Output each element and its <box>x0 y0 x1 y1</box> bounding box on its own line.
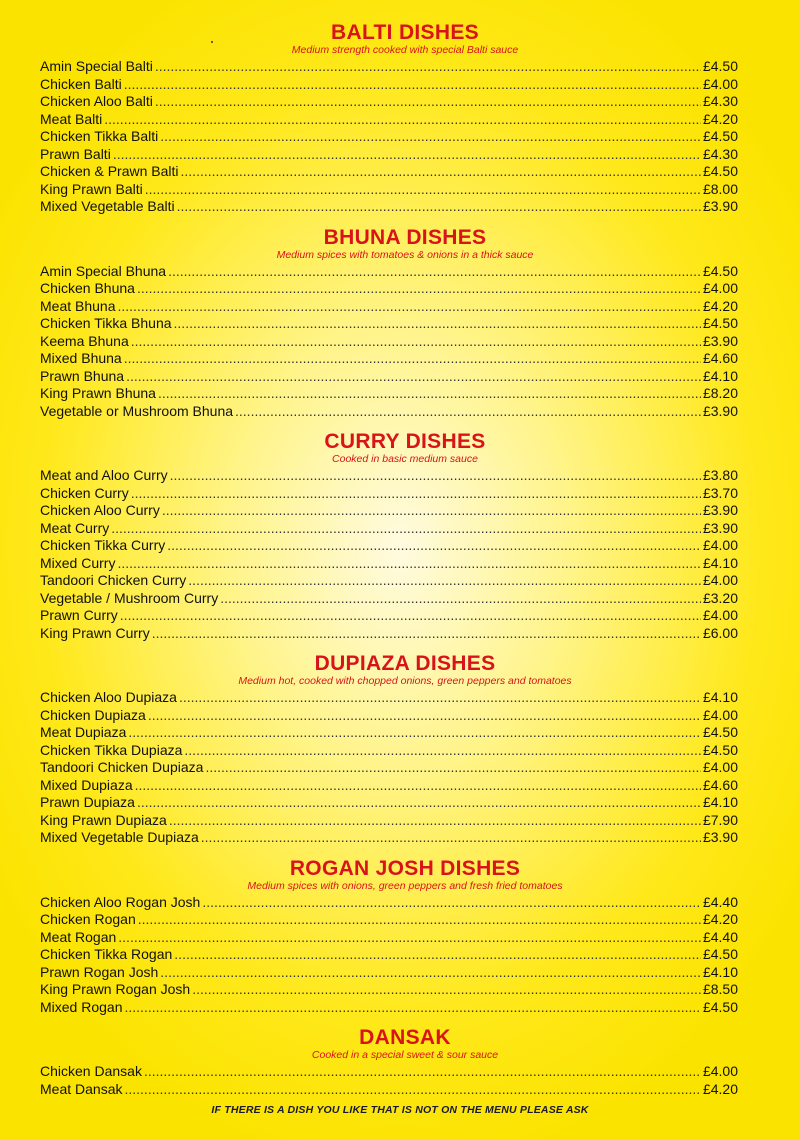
dot-leader <box>168 263 701 281</box>
menu-item <box>40 929 738 947</box>
dot-leader <box>117 555 700 573</box>
menu-item-price: £4.00 <box>702 75 738 92</box>
menu-item <box>40 724 738 742</box>
menu-item-name: Chicken Tikka Balti <box>40 128 159 144</box>
menu-item <box>40 742 738 760</box>
menu-item-price: £4.10 <box>702 689 738 705</box>
menu-item-name: Prawn Curry <box>40 607 118 623</box>
menu-item-name: Keema Bhuna <box>40 332 129 349</box>
menu-item-price: £3.90 <box>702 332 738 349</box>
dot-leader <box>144 1063 701 1081</box>
menu-item-name: Meat Rogan <box>40 928 117 945</box>
menu-item <box>40 58 738 76</box>
menu-item-name: Chicken Balti <box>40 75 122 92</box>
menu-item-price: £4.50 <box>702 315 738 331</box>
menu-item-name: Amin Special Balti <box>40 58 153 74</box>
menu-item <box>40 280 738 298</box>
menu-section-rogan-josh-dishes <box>0 858 800 1017</box>
menu-item <box>40 1081 738 1099</box>
menu-item <box>40 981 738 999</box>
menu-item <box>40 829 738 847</box>
menu-item-price: £8.00 <box>702 180 738 197</box>
dot-leader <box>145 181 701 199</box>
section-items <box>0 1063 800 1098</box>
menu-item-price: £4.60 <box>702 776 738 793</box>
section-items <box>0 894 800 1017</box>
dot-leader <box>174 946 701 964</box>
menu-item <box>40 146 738 164</box>
menu-item <box>40 368 738 386</box>
section-items <box>0 58 800 216</box>
menu-item-name: Vegetable or Mushroom Bhuna <box>40 402 234 419</box>
menu-item <box>40 263 738 281</box>
menu-item-name: Amin Special Bhuna <box>40 262 167 279</box>
menu-item-price: £4.50 <box>702 998 738 1015</box>
menu-item <box>40 625 738 643</box>
dot-leader <box>131 485 701 503</box>
dot-leader <box>118 298 701 316</box>
section-subtitle: Cooked in basic medium sauce <box>332 453 478 465</box>
dot-leader <box>201 829 701 847</box>
dot-leader <box>131 333 701 351</box>
dot-leader <box>128 724 701 742</box>
dot-leader <box>124 350 701 368</box>
menu-item <box>40 537 738 555</box>
dot-leader <box>111 520 701 538</box>
section-title: BALTI DISHES <box>331 21 479 44</box>
dot-leader <box>124 1081 700 1099</box>
dot-leader <box>155 93 701 111</box>
menu-item-name: Vegetable / Mushroom Curry <box>40 589 219 606</box>
dot-leader <box>174 315 701 333</box>
section-subtitle: Cooked in a special sweet & sour sauce <box>311 1049 499 1061</box>
menu-item-name: Meat Dupiaza <box>40 724 127 740</box>
menu-item <box>40 707 738 725</box>
section-title: CURRY DISHES <box>324 430 486 453</box>
section-title: DUPIAZA DISHES <box>314 652 496 675</box>
menu-section-dupiaza-dishes <box>0 653 800 847</box>
menu-item <box>40 946 738 964</box>
menu-item-name: King Prawn Rogan Josh <box>40 981 191 997</box>
dot-leader <box>124 76 701 94</box>
section-items <box>0 689 800 847</box>
menu-item-price: £4.50 <box>702 741 738 758</box>
menu-item-name: King Prawn Balti <box>40 180 143 197</box>
menu-item-price: £4.50 <box>702 262 738 279</box>
menu-item <box>40 502 738 520</box>
menu-item-name: Chicken Tikka Rogan <box>40 946 173 962</box>
menu-item-name: Chicken Curry <box>40 484 129 501</box>
menu-item-name: King Prawn Bhuna <box>40 385 156 401</box>
dot-leader <box>113 146 701 164</box>
menu-item-price: £3.90 <box>702 502 738 518</box>
menu-section-bhuna-dishes <box>0 227 800 421</box>
section-title: ROGAN JOSH DISHES <box>289 856 521 880</box>
menu-item <box>40 590 738 608</box>
dot-leader <box>235 403 701 421</box>
menu-item <box>40 485 738 503</box>
dot-leader <box>170 467 701 485</box>
menu-item-name: Mixed Vegetable Balti <box>40 198 175 214</box>
menu-item <box>40 520 738 538</box>
menu-item-price: £3.90 <box>702 198 738 214</box>
menu-item <box>40 315 738 333</box>
menu-item-price: £4.20 <box>702 911 738 927</box>
dot-leader <box>179 689 701 707</box>
menu-item-price: £3.90 <box>702 829 738 845</box>
menu-section-dansak <box>0 1027 800 1098</box>
section-subtitle: Medium hot, cooked with chopped onions, green peppers and tomatoes <box>238 675 572 687</box>
menu-item-price: £4.60 <box>702 350 738 366</box>
menu-item-price: £4.20 <box>702 1080 738 1097</box>
menu-item-price: £4.30 <box>702 93 738 109</box>
dot-leader <box>169 812 701 830</box>
menu-section-balti-dishes <box>0 22 800 216</box>
dot-leader <box>135 777 701 795</box>
dot-leader <box>152 625 701 643</box>
menu-item <box>40 76 738 94</box>
menu-item-name: Mixed Vegetable Dupiaza <box>40 829 199 845</box>
menu-item-price: £3.90 <box>702 402 738 419</box>
menu-item-price: £4.50 <box>702 163 738 179</box>
menu-item <box>40 467 738 485</box>
menu-item-price: £4.10 <box>702 554 738 571</box>
menu-item-name: Chicken Dupiaza <box>40 706 146 723</box>
menu-item-price: £4.10 <box>702 963 738 980</box>
dot-leader <box>162 502 701 520</box>
menu-item <box>40 911 738 929</box>
menu-item-price: £3.20 <box>702 589 738 606</box>
menu-item <box>40 555 738 573</box>
menu-item-name: Chicken Tikka Curry <box>40 537 166 553</box>
footer-note: IF THERE IS A DISH YOU LIKE THAT IS NOT ON THE MENU PLEASE ASK <box>211 1104 589 1116</box>
menu-item-name: Chicken Bhuna <box>40 280 135 296</box>
menu-item-name: Chicken Rogan <box>40 911 136 927</box>
menu-item <box>40 403 738 421</box>
menu-item-price: £3.90 <box>702 519 738 536</box>
dot-leader <box>205 759 701 777</box>
menu-item-name: King Prawn Dupiaza <box>40 811 167 828</box>
section-items <box>0 263 800 421</box>
menu-item-name: Chicken Aloo Rogan Josh <box>40 893 201 910</box>
menu-item-name: Mixed Dupiaza <box>40 776 133 793</box>
dot-leader <box>155 58 701 76</box>
menu-item-name: Tandoori Chicken Dupiaza <box>40 759 204 775</box>
menu-item-name: Mixed Rogan <box>40 998 123 1015</box>
menu-item-price: £4.50 <box>702 946 738 962</box>
menu-item-price: £4.50 <box>702 58 738 74</box>
menu-item <box>40 812 738 830</box>
menu-item-name: Prawn Bhuna <box>40 367 125 384</box>
menu-item-price: £4.40 <box>702 893 738 910</box>
menu-item <box>40 572 738 590</box>
menu-item <box>40 689 738 707</box>
menu-item <box>40 607 738 625</box>
menu-item-price: £3.80 <box>702 467 738 483</box>
menu-item <box>40 93 738 111</box>
menu-item <box>40 181 738 199</box>
dot-leader <box>160 964 701 982</box>
dot-leader <box>192 981 701 999</box>
menu-item-price: £4.20 <box>702 110 738 127</box>
menu-item-price: £7.90 <box>702 811 738 828</box>
menu-item <box>40 111 738 129</box>
dot-leader <box>177 198 701 216</box>
menu-item-name: Chicken Aloo Balti <box>40 93 153 109</box>
menu-item-name: Meat Curry <box>40 519 110 536</box>
dot-leader <box>181 163 701 181</box>
menu-item-name: Chicken Aloo Curry <box>40 502 160 518</box>
dot-leader <box>138 911 701 929</box>
menu-item-price: £4.00 <box>702 706 738 723</box>
section-items <box>0 467 800 642</box>
section-subtitle: Medium spices with tomatoes & onions in a thick sauce <box>276 248 534 261</box>
menu-item-price: £8.20 <box>702 385 738 401</box>
dot-leader <box>188 572 701 590</box>
menu-item-name: Tandoori Chicken Curry <box>40 572 187 588</box>
menu-item-price: £4.50 <box>702 724 738 740</box>
dot-leader <box>126 368 701 386</box>
dot-leader <box>160 128 701 146</box>
menu-item-price: £4.00 <box>702 537 738 553</box>
menu-item-name: Meat Bhuna <box>40 297 116 314</box>
menu-item-price: £4.10 <box>702 794 738 810</box>
menu-item-price: £3.70 <box>702 484 738 501</box>
dot-leader <box>167 537 701 555</box>
menu-item-price: £4.40 <box>702 928 738 945</box>
menu-item-name: Meat and Aloo Curry <box>40 467 168 483</box>
section-subtitle: Medium strength cooked with special Balti sauce <box>291 44 519 56</box>
menu-page <box>0 22 800 1109</box>
menu-item-name: Mixed Bhuna <box>40 350 122 366</box>
menu-item-price: £4.10 <box>702 367 738 384</box>
menu-item-name: Meat Dansak <box>40 1080 123 1097</box>
menu-item <box>40 1063 738 1081</box>
menu-item-price: £4.50 <box>702 128 738 144</box>
menu-item <box>40 163 738 181</box>
menu-item-name: Chicken Aloo Dupiaza <box>40 689 177 705</box>
menu-item <box>40 298 738 316</box>
menu-item-price: £6.00 <box>702 624 738 641</box>
menu-item-name: Prawn Rogan Josh <box>40 963 159 980</box>
menu-item-name: Chicken Tikka Dupiaza <box>40 741 183 758</box>
dot-leader <box>137 794 701 812</box>
menu-item-name: Mixed Curry <box>40 554 116 571</box>
menu-item-name: Prawn Balti <box>40 145 111 162</box>
menu-item <box>40 794 738 812</box>
menu-item <box>40 999 738 1017</box>
menu-item <box>40 198 738 216</box>
menu-item-price: £4.30 <box>702 145 738 162</box>
section-subtitle: Medium spices with onions, green peppers and fresh fried tomatoes <box>247 879 563 892</box>
dot-leader <box>220 590 701 608</box>
dot-leader <box>137 280 701 298</box>
menu-item-price: £4.00 <box>702 572 738 588</box>
menu-item <box>40 385 738 403</box>
menu-item-name: Chicken & Prawn Balti <box>40 163 179 179</box>
section-title: DANSAK <box>359 1026 451 1049</box>
menu-item-name: Chicken Dansak <box>40 1063 142 1079</box>
section-title: BHUNA DISHES <box>323 225 487 249</box>
menu-item-name: Chicken Tikka Bhuna <box>40 315 172 331</box>
dot-leader <box>184 742 701 760</box>
menu-item <box>40 759 738 777</box>
menu-item-price: £8.50 <box>702 981 738 997</box>
menu-item-price: £4.00 <box>702 1063 738 1079</box>
menu-item-price: £4.00 <box>702 759 738 775</box>
menu-item-name: Meat Balti <box>40 110 103 127</box>
menu-item-price: £4.00 <box>702 280 738 296</box>
menu-item-price: £4.00 <box>702 607 738 623</box>
dot-leader <box>158 385 701 403</box>
menu-section-curry-dishes <box>0 431 800 642</box>
dot-leader <box>120 607 701 625</box>
menu-item-name: King Prawn Curry <box>40 624 150 641</box>
menu-item <box>40 964 738 982</box>
menu-item <box>40 333 738 351</box>
menu-item-price: £4.20 <box>702 297 738 314</box>
menu-item <box>40 777 738 795</box>
menu-item <box>40 350 738 368</box>
dot-leader <box>104 111 701 129</box>
dot-leader <box>125 999 701 1017</box>
menu-item <box>40 128 738 146</box>
menu-item-name: Prawn Dupiaza <box>40 794 135 810</box>
dot-leader <box>118 929 701 947</box>
dot-leader <box>202 894 701 912</box>
dot-leader <box>148 707 701 725</box>
menu-item <box>40 894 738 912</box>
